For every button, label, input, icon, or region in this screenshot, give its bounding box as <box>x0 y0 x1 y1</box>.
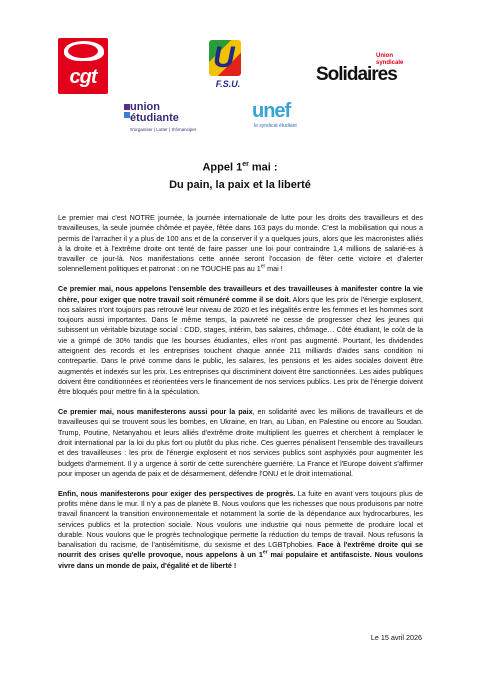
paragraph-1 <box>58 213 423 275</box>
paragraph-4-call: Face à l'extrême droite qui se nourrit des crises qu'elle provoque, nous appelons à un 1 <box>58 540 423 560</box>
paragraph-2-lead: Ce premier mai, nous appelons l'ensemble des travailleurs et des travailleuses à manifester contre la vie chère, pour exiger que notre travail soit rémunéré comme il se doit. <box>58 284 423 304</box>
paragraph-4 <box>58 489 423 571</box>
solidaires-logo-text: Solidaires <box>316 64 397 85</box>
union-etudiante-logo <box>124 101 234 134</box>
cgt-logo-shape-inner <box>68 44 98 58</box>
title-sup: er <box>242 161 249 168</box>
fsu-logo-letter: U <box>213 41 235 74</box>
title-text-b: mai : <box>248 161 278 174</box>
union-etudiante-logo-text: union étudiante <box>130 101 179 124</box>
cgt-logo <box>58 38 108 94</box>
document-date: Le 15 avril 2026 <box>370 633 422 642</box>
paragraph-4-lead: Enfin, nous manifesterons pour exiger des perspectives de progrès. <box>58 488 296 498</box>
paragraph-4-sup: er <box>262 550 268 557</box>
unef-logo <box>252 100 332 134</box>
unef-logo-tagline: le syndicat étudiant <box>254 123 297 129</box>
title-text-a: Appel 1 <box>202 161 243 174</box>
paragraph-3-text: , en solidarité avec les millions de travailleurs et de travailleuses qui se trouvent sous les bombes, en Ukraine, en Iran, au Liban, en Palestine ou encore au Soudan. Trump, Poutine, Netanyahou et leurs alliés d'extrême droite multiplient les guerres et cherchent à remplacer le droit international par la loi du plus fort ou plutôt du plus riche. Ces guerres pénalisent l'ensemble des travailleurs et des travailleuses : les prix de l'énergie explosent et nos services publics sont asphyxiés pour augmenter les budgets d'armement. Il y a urgence à sortir de cette surenchère guerrière. La France et l'Europe doivent s'affirmer pour imposer un agenda de paix et de désarmement, défendre l'ONU et le droit international. <box>58 407 424 478</box>
fsu-logo-text: F.S.U. <box>215 79 241 89</box>
paragraph-3 <box>58 407 423 479</box>
paragraph-4-call-end: mai populaire et antifasciste. Nous voulons vivre dans un monde de paix, d'égalité et de liberté ! <box>58 550 423 570</box>
document-title-line2: Du pain, la paix et la liberté <box>169 179 311 191</box>
paragraph-1-text: Le premier mai c'est NOTRE journée, la journée internationale de lutte pour les droits des travailleurs et des travailleuses, la seule journée chômée et payée, fêtée dans 163 pays du monde. C'est la mobilisation qui nous a permis de l'arracher il y a plus de 100 ans et de la conserver il y a quelques jours, alors que les macronistes alliés à la droite et à l'extrême droite ont tenté de faire passer une loi pour contraindre 1,4 millions de salarié-es à travailler ce jour-là. Nos manifestations cette année seront l'occasion de fêter cette victoire et d'alerter solennellement politiques et patronat : on ne TOUCHE pas au 1 <box>58 213 423 274</box>
fsu-logo <box>203 38 253 96</box>
document-body <box>58 213 423 581</box>
paragraph-2-text: Alors que les prix de l'énergie explosent, nos salaires n'ont toujours pas retrouvé leur niveau de 2020 et les inégalités entre les femmes et les hommes sont toujours aussi importantes. Dans le même temps, la pauvreté ne cesse de progresser chez les jeunes qui subissent un véritable bizutage social : CDD, stages, intérim, bas salaires, chômage… Côté étudiant, le coût de la vie a grimpé de 30% tandis que les bourses étudiantes, elles n'ont pas augmenté. Pourtant, les dividendes atteignent des records et les entreprises touchent chaque année 211 milliards d'aides sans condition ni contrepartie. Dans le privé comme dans le public, les salaires, les pensions et les aides sociales doivent être augmentés et indexés sur les prix. Les entreprises qui discriminent doivent être sanctionnées. Les aides publiques doivent être conditionnées et réorientées vers le financement de nos services publics. Les prix de l'énergie doivent être bloqués pour mettre fin à la spéculation. <box>58 294 423 397</box>
paragraph-4-text: La fuite en avant vers toujours plus de profits mène dans le mur. Il n'y a pas de planète B. Nous voulons que les richesses que nous produisons par notre travail financent la transition environnementale et notamment la sortie de la dépendance aux hydrocarbures, les services publics et la protection sociale. Nous voulons une industrie qui nous permette de produire local et durable. Nous voulons que le progrès technologique permette la réduction du temps de travail. Nous refusons la banalisation du racisme, de l'antisémitisme, du sexisme et des LGBTphobies. <box>58 488 423 550</box>
paragraph-2 <box>58 284 423 397</box>
paragraph-3-lead: Ce premier mai, nous manifesterons aussi pour la paix <box>58 407 253 417</box>
cgt-logo-text: cgt <box>69 66 97 88</box>
union-etudiante-logo-tagline: S'organiser | Lutter | S'émanciper <box>130 127 197 132</box>
document-title-line1 <box>0 161 480 174</box>
solidaires-logo <box>316 53 416 87</box>
solidaires-logo-top: Union syndicale <box>376 53 404 66</box>
paragraph-1-sup: er <box>260 264 266 271</box>
paragraph-1-end: mai ! <box>265 264 283 274</box>
unef-logo-text: unef <box>252 100 291 122</box>
